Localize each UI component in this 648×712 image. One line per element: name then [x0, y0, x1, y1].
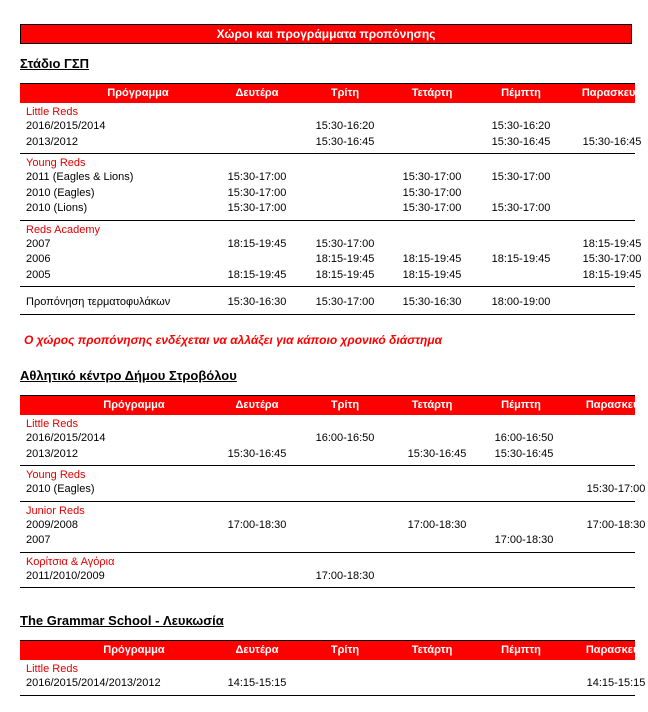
time-cell: 15:30-16:45	[407, 447, 467, 460]
row-label: 2013/2012	[26, 135, 78, 148]
row-label: Προπόνηση τερματοφυλάκων	[26, 296, 171, 308]
time-cell: 15:30-16:30	[402, 296, 462, 308]
program-group	[20, 415, 635, 466]
row-label: 2010 (Eagles)	[26, 186, 95, 199]
program-group	[20, 502, 646, 553]
schedule-row	[20, 119, 635, 135]
time-cell: 15:30-16:20	[491, 120, 551, 132]
time-cell: 15:30-17:00	[586, 483, 646, 495]
schedule-row	[20, 135, 642, 151]
time-cell: 15:30-17:00	[582, 253, 642, 265]
time-cell: 15:30-17:00	[491, 202, 551, 214]
header-cell-0: Πρόγραμμα	[103, 644, 165, 656]
header-cell-5: Παρασκευή	[585, 399, 647, 411]
time-cell: 15:30-17:00	[402, 171, 462, 183]
time-cell: 18:15-19:45	[491, 253, 551, 265]
schedule-row	[20, 170, 635, 186]
time-cell: 15:30-16:20	[315, 120, 375, 132]
row-label: 2016/2015/2014/2013/2012	[26, 677, 161, 689]
time-cell: 14:15-15:15	[586, 677, 646, 689]
time-cell: 17:00-18:30	[494, 534, 554, 546]
time-cell: 15:30-17:00	[227, 202, 287, 214]
schedule-row	[20, 431, 635, 447]
row-label: 2006	[26, 253, 51, 265]
time-cell: 15:30-16:45	[494, 447, 554, 460]
table-header-row	[20, 395, 647, 415]
time-cell: 17:00-18:30	[227, 518, 287, 531]
program-group	[20, 553, 635, 589]
schedule-table-gsp	[20, 83, 643, 315]
time-cell: 18:15-19:45	[402, 268, 462, 281]
header-cell-5: Παρασκευή	[581, 87, 643, 99]
time-cell: 15:30-17:00	[315, 296, 375, 308]
schedule-row	[20, 252, 642, 268]
time-cell: 18:15-19:45	[402, 253, 462, 265]
row-label: 2005	[26, 268, 51, 281]
time-cell: 15:30-16:45	[315, 135, 375, 148]
header-cell-2: Τρίτη	[330, 399, 360, 411]
time-cell: 18:15-19:45	[227, 237, 287, 250]
schedule-row	[20, 518, 646, 534]
table-header-row	[20, 640, 647, 660]
header-cell-3: Τετάρτη	[411, 399, 453, 411]
header-cell-0: Πρόγραμμα	[103, 399, 165, 411]
header-cell-2: Τρίτη	[330, 644, 360, 656]
row-label: 2016/2015/2014	[26, 432, 106, 444]
header-cell-3: Τετάρτη	[411, 87, 453, 99]
group-label: Little Reds	[26, 106, 78, 118]
time-cell: 14:15-15:15	[227, 677, 287, 689]
schedule-row	[20, 289, 635, 311]
row-label: 2016/2015/2014	[26, 120, 106, 132]
schedule-row	[20, 482, 646, 498]
group-label: Little Reds	[26, 418, 78, 430]
program-group	[20, 103, 642, 154]
time-cell: 18:15-19:45	[582, 268, 642, 281]
header-cell-4: Πέμπτη	[501, 644, 541, 656]
time-cell: 15:30-16:45	[491, 135, 551, 148]
header-cell-4: Πέμπτη	[501, 87, 541, 99]
schedule-row	[20, 268, 642, 284]
group-label: Young Reds	[26, 469, 86, 481]
venue-title-gsp: Στάδιο ΓΣΠ	[20, 56, 90, 71]
time-cell: 16:00-16:50	[315, 432, 375, 444]
group-label: Reds Academy	[26, 223, 100, 236]
time-cell: 15:30-16:45	[582, 135, 642, 148]
header-cell-1: Δευτέρα	[235, 87, 279, 99]
time-cell: 15:30-17:00	[402, 186, 462, 199]
time-cell: 18:00-19:00	[491, 296, 551, 308]
header-cell-1: Δευτέρα	[235, 644, 279, 656]
schedule-table-grammar-school	[20, 640, 647, 696]
group-label: Junior Reds	[26, 504, 85, 517]
schedule-row	[20, 569, 635, 585]
time-cell: 15:30-16:30	[227, 296, 287, 308]
time-cell: 15:30-17:00	[402, 202, 462, 214]
time-cell: 15:30-17:00	[227, 171, 287, 183]
header-cell-0: Πρόγραμμα	[107, 87, 169, 99]
header-cell-4: Πέμπτη	[501, 399, 541, 411]
program-group	[20, 466, 646, 502]
row-label: 2011 (Eagles & Lions)	[26, 171, 134, 183]
time-cell: 15:30-17:00	[227, 186, 287, 199]
row-label: 2011/2010/2009	[26, 569, 105, 582]
group-label: Κορίτσια & Αγόρια	[26, 555, 115, 568]
time-cell: 16:00-16:50	[494, 432, 554, 444]
header-cell-3: Τετάρτη	[411, 644, 453, 656]
schedule-row	[20, 676, 646, 692]
group-label: Young Reds	[26, 157, 86, 169]
header-cell-1: Δευτέρα	[235, 399, 279, 411]
time-cell: 18:15-19:45	[227, 268, 287, 281]
row-label: 2009/2008	[26, 518, 78, 531]
program-group	[20, 287, 635, 315]
schedule-table-strovolos	[20, 395, 647, 588]
row-label: 2010 (Lions)	[26, 202, 88, 214]
time-cell: 18:15-19:45	[315, 253, 375, 265]
time-cell: 17:00-18:30	[315, 569, 375, 582]
header-cell-2: Τρίτη	[330, 87, 360, 99]
time-cell: 18:15-19:45	[582, 237, 642, 250]
time-cell: 18:15-19:45	[315, 268, 375, 281]
venue-title-strovolos: Αθλητικό κέντρο Δήμου Στροβόλου	[20, 368, 237, 383]
time-cell: 17:00-18:30	[586, 518, 646, 531]
venue-change-notice: Ο χώρος προπόνησης ενδέχεται να αλλάξει για κάποιο χρονικό διάστημα	[24, 333, 443, 347]
schedule-row	[20, 533, 635, 549]
schedule-row	[20, 201, 635, 217]
time-cell: 15:30-16:45	[227, 447, 287, 460]
venue-title-grammar-school: The Grammar School - Λευκωσία	[20, 613, 224, 628]
time-cell: 15:30-17:00	[315, 237, 375, 250]
schedule-row	[20, 447, 635, 463]
row-label: 2007	[26, 534, 51, 546]
row-label: 2013/2012	[26, 447, 78, 460]
schedule-row	[20, 237, 642, 253]
row-label: 2010 (Eagles)	[26, 483, 95, 495]
program-group	[20, 221, 642, 288]
time-cell: 15:30-17:00	[491, 171, 551, 183]
program-group	[20, 154, 635, 221]
header-cell-5: Παρασκευή	[585, 644, 647, 656]
program-group	[20, 660, 646, 696]
table-header-row	[20, 83, 643, 103]
schedule-row	[20, 186, 635, 202]
time-cell: 17:00-18:30	[407, 518, 467, 531]
page-banner: Χώροι και προγράμματα προπόνησης	[20, 24, 632, 44]
row-label: 2007	[26, 237, 51, 250]
group-label: Little Reds	[26, 663, 78, 675]
